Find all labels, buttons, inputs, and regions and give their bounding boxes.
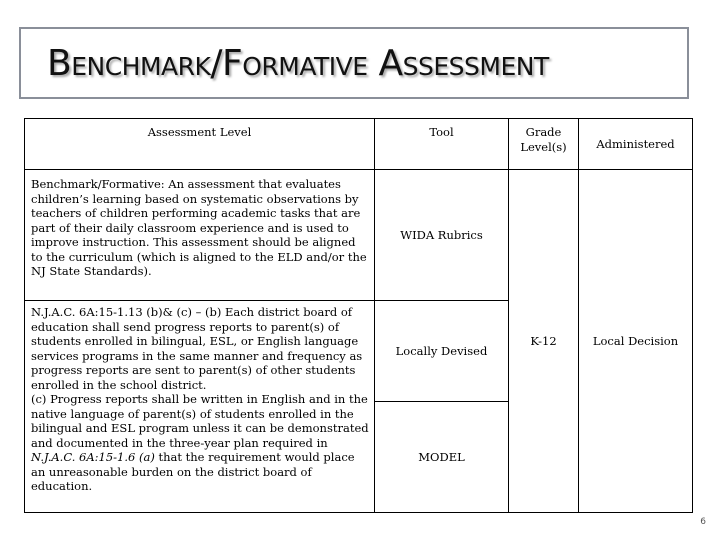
tool-model: MODEL — [375, 402, 509, 513]
header-administered: Administered — [579, 119, 693, 170]
page-number: 6 — [700, 517, 706, 527]
njac-text-part2: (c) Progress reports shall be written in English and in the native language of parent(s) of students enrolled in the bilingual and ESL program unless it can be demonstrated and documented in the three-year plan required in — [31, 392, 369, 450]
njac-text-part1: N.J.A.C. 6A:15-1.13 (b)& (c) – (b) Each district board of education shall send progress reports to parent(s) of students enrolled in bilingual, ESL, or English language services programs in the same manner and frequency as progress reports are sent to parent(s) of other students enrolled in the school district. — [31, 305, 363, 392]
tool-wida-rubrics: WIDA Rubrics — [375, 170, 509, 301]
assessment-table — [24, 118, 693, 513]
table-header-row — [25, 119, 693, 170]
njac-text-part3: that the requirement would place an unreasonable burden on the district board of education. — [31, 450, 355, 493]
title-box — [19, 27, 689, 99]
benchmark-description: Benchmark/Formative: An assessment that evaluates children’s learning based on systematic observations by teachers of children performing academic tasks that are part of their daily classroom experience and is used to improve instruction. This assessment should be aligned to the curriculum (which is aligned to the ELD and/or the NJ State Standards). — [25, 170, 375, 301]
tool-locally-devised: Locally Devised — [375, 301, 509, 402]
header-tool: Tool — [375, 119, 509, 170]
grade-level-value: K-12 — [509, 170, 579, 513]
page-title: Benchmark/Formative Assessment — [47, 42, 549, 84]
administered-value: Local Decision — [579, 170, 693, 513]
header-assessment-level: Assessment Level — [25, 119, 375, 170]
njac-description — [25, 301, 375, 513]
njac-citation: N.J.A.C. 6A:15-1.6 (a) — [31, 450, 155, 464]
header-grade-level: Grade Level(s) — [509, 119, 579, 170]
table-row — [25, 170, 693, 301]
